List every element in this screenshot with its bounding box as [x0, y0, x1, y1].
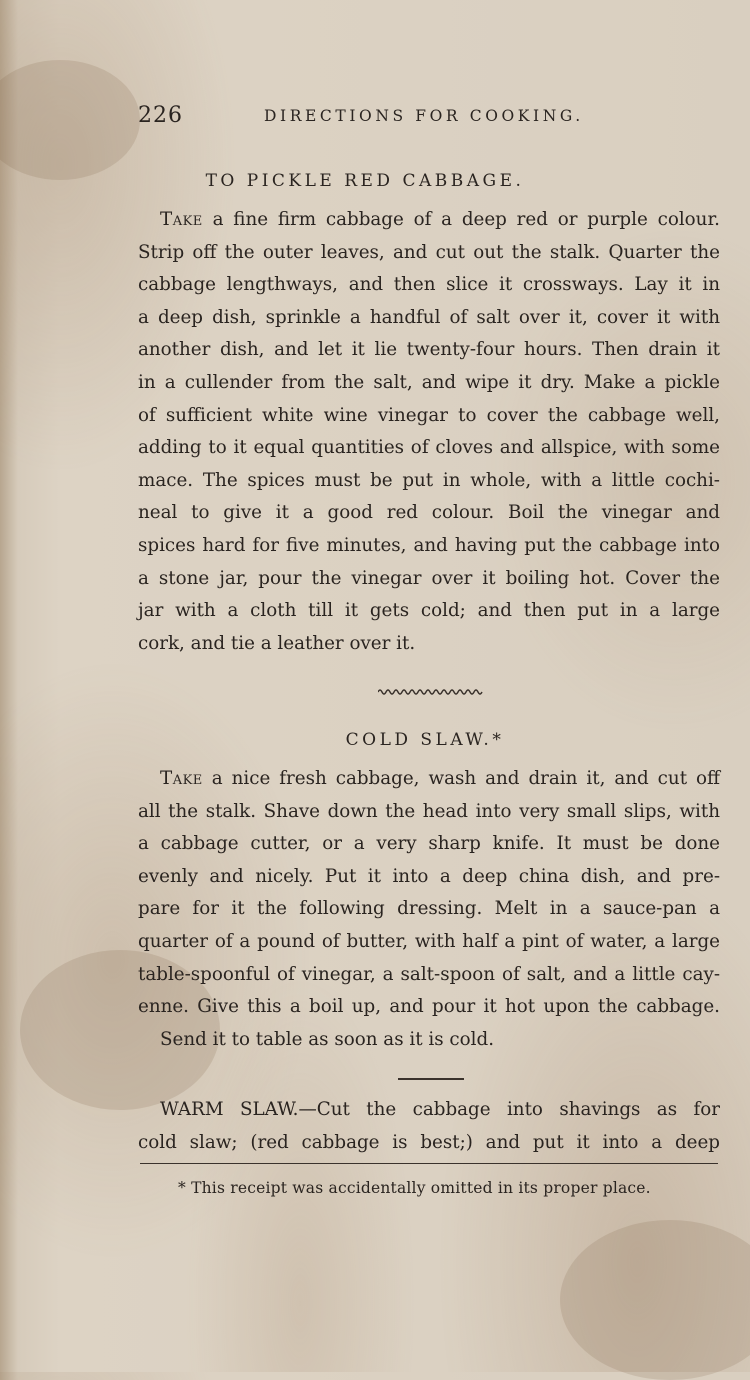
text-line: Strip off the outer leaves, and cut out the stalk. Quarter the [138, 241, 720, 263]
text-line: jar with a cloth till it gets cold; and then put in a large [138, 600, 720, 622]
text-line: evenly and nicely. Put it into a deep china dish, and pre- [138, 865, 720, 887]
paper-stain [560, 1220, 750, 1380]
text-line: Take a nice fresh cabbage, wash and drain it, and cut off [160, 768, 720, 789]
paragraph-pickle-red-cabbage [138, 204, 720, 660]
section-title-cold-slaw: COLD SLAW.* [345, 730, 505, 750]
wavy-ornament-divider [378, 688, 484, 696]
text-line: Send it to table as soon as it is cold. [160, 1028, 495, 1050]
running-head: DIRECTIONS FOR COOKING. [264, 107, 584, 125]
text-line: quarter of a pound of butter, with half a pint of water, a large [138, 930, 720, 952]
page-number: 226 [138, 103, 183, 128]
paper-stain [0, 60, 140, 180]
text-line: in a cullender from the salt, and wipe it dry. Make a pickle [138, 371, 720, 393]
text-line: Take a fine firm cabbage of a deep red or purple colour. [160, 209, 720, 230]
text-line: of sufficient white wine vinegar to cover the cabbage well, [138, 404, 720, 426]
text-line: a cabbage cutter, or a very sharp knife. It must be done [138, 833, 720, 855]
lead-word: Take [160, 209, 203, 230]
text-line: cork, and tie a leather over it. [138, 632, 416, 654]
text-line: enne. Give this a boil up, and pour it hot upon the cabbage. [138, 996, 720, 1018]
text-line: mace. The spices must be put in whole, with a little cochi- [138, 469, 720, 491]
text-line: pare for it the following dressing. Melt in a sauce-pan a [138, 898, 720, 920]
text-line: adding to it equal quantities of cloves and allspice, with some [138, 437, 720, 459]
text-line: spices hard for five minutes, and having put the cabbage into [138, 534, 720, 556]
text-line: WARM SLAW.—Cut the cabbage into shavings as for [160, 1099, 720, 1120]
text-line: another dish, and let it lie twenty-four hours. Then drain it [138, 339, 720, 361]
footnote-rule [140, 1163, 718, 1164]
footnote: * This receipt was accidentally omitted in its proper place. [178, 1179, 651, 1197]
page-header [138, 103, 718, 133]
text-line: a stone jar, pour the vinegar over it boiling hot. Cover the [138, 567, 720, 589]
text-line: cold slaw; (red cabbage is best;) and put it into a deep [138, 1131, 720, 1153]
section-divider-rule [398, 1078, 464, 1080]
section-title-pickle-red-cabbage: TO PICKLE RED CABBAGE. [205, 171, 525, 191]
paragraph-warm-slaw [138, 1094, 720, 1159]
text-line: a deep dish, sprinkle a handful of salt over it, cover it with [138, 306, 720, 328]
text-line: cabbage lengthways, and then slice it crossways. Lay it in [138, 274, 720, 296]
paragraph-cold-slaw [138, 763, 720, 1056]
text-line: neal to give it a good red colour. Boil the vinegar and [138, 502, 720, 524]
lead-word: Take [160, 768, 203, 789]
text-line: all the stalk. Shave down the head into very small slips, with [138, 800, 720, 822]
text-line: table-spoonful of vinegar, a salt-spoon of salt, and a little cay- [138, 963, 720, 985]
